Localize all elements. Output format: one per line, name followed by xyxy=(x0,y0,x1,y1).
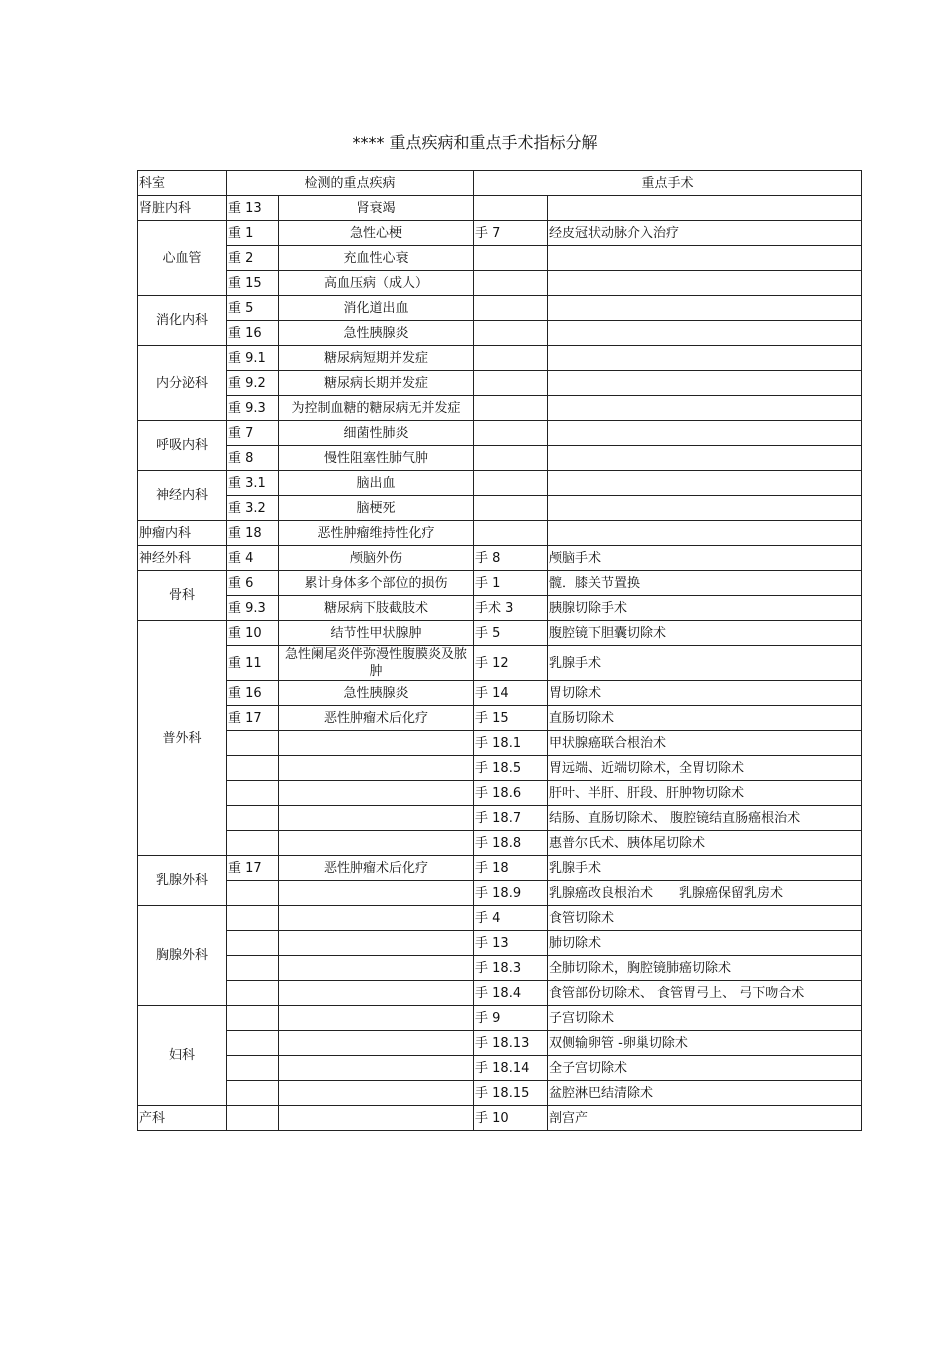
dept-cell: 骨科 xyxy=(138,571,227,621)
disease-code-cell xyxy=(227,781,279,806)
dept-cell: 妇科 xyxy=(138,1006,227,1106)
disease-name-cell: 急性胰腺炎 xyxy=(279,321,474,346)
disease-name-cell: 脑梗死 xyxy=(279,496,474,521)
disease-name-cell: 急性阑尾炎伴弥漫性腹膜炎及脓肿 xyxy=(279,646,474,681)
disease-name-cell: 恶性肿瘤维持性化疗 xyxy=(279,521,474,546)
dept-cell: 乳腺外科 xyxy=(138,856,227,906)
disease-name-cell: 糖尿病短期并发症 xyxy=(279,346,474,371)
table-row xyxy=(138,1006,862,1031)
disease-name-cell: 结节性甲状腺肿 xyxy=(279,621,474,646)
table-row xyxy=(138,396,862,421)
table-row xyxy=(138,1031,862,1056)
disease-code-cell xyxy=(227,1106,279,1131)
surgery-code-cell: 手 1 xyxy=(474,571,548,596)
surgery-name-cell: 剖宫产 xyxy=(548,1106,862,1131)
surgery-name-cell: 直肠切除术 xyxy=(548,706,862,731)
surgery-name-cell: 双侧输卵管 -卵巢切除术 xyxy=(548,1031,862,1056)
table-row xyxy=(138,1056,862,1081)
surgery-code-cell: 手 18.9 xyxy=(474,881,548,906)
table-row xyxy=(138,856,862,881)
surgery-name-cell xyxy=(548,421,862,446)
dept-cell: 肿瘤内科 xyxy=(138,521,227,546)
surgery-name-cell: 腹腔镜下胆囊切除术 xyxy=(548,621,862,646)
disease-name-cell xyxy=(279,756,474,781)
surgery-name-cell: 盆腔淋巴结清除术 xyxy=(548,1081,862,1106)
surgery-name-cell xyxy=(548,471,862,496)
disease-code-cell: 重 7 xyxy=(227,421,279,446)
surgery-code-cell: 手 18.5 xyxy=(474,756,548,781)
surgery-name-cell: 全肺切除术，胸腔镜肺癌切除术 xyxy=(548,956,862,981)
table-row xyxy=(138,496,862,521)
disease-code-cell xyxy=(227,806,279,831)
surgery-code-cell xyxy=(474,321,548,346)
disease-code-cell xyxy=(227,931,279,956)
surgery-code-cell: 手 18.6 xyxy=(474,781,548,806)
disease-code-cell: 重 2 xyxy=(227,246,279,271)
table-row xyxy=(138,246,862,271)
dept-cell: 胸腺外科 xyxy=(138,906,227,1006)
table-row xyxy=(138,1106,862,1131)
surgery-code-cell xyxy=(474,296,548,321)
disease-name-cell: 消化道出血 xyxy=(279,296,474,321)
surgery-name-cell: 结肠、直肠切除术、 腹腔镜结直肠癌根治术 xyxy=(548,806,862,831)
surgery-code-cell xyxy=(474,346,548,371)
disease-name-cell: 恶性肿瘤术后化疗 xyxy=(279,706,474,731)
surgery-name-cell: 肺切除术 xyxy=(548,931,862,956)
dept-cell: 神经内科 xyxy=(138,471,227,521)
surgery-name-cell xyxy=(548,296,862,321)
disease-name-cell xyxy=(279,1081,474,1106)
disease-name-cell xyxy=(279,906,474,931)
disease-name-cell xyxy=(279,881,474,906)
surgery-code-cell: 手 14 xyxy=(474,681,548,706)
disease-name-cell: 为控制血糖的糖尿病无并发症 xyxy=(279,396,474,421)
disease-code-cell: 重 6 xyxy=(227,571,279,596)
disease-code-cell: 重 4 xyxy=(227,546,279,571)
dept-cell: 内分泌科 xyxy=(138,346,227,421)
surgery-name-cell xyxy=(548,521,862,546)
table-row xyxy=(138,706,862,731)
table-row xyxy=(138,221,862,246)
surgery-name-cell: 肝叶、半肝、肝段、肝肿物切除术 xyxy=(548,781,862,806)
surgery-code-cell xyxy=(474,446,548,471)
disease-code-cell: 重 8 xyxy=(227,446,279,471)
surgery-name-cell: 胰腺切除手术 xyxy=(548,596,862,621)
disease-name-cell: 急性胰腺炎 xyxy=(279,681,474,706)
disease-code-cell xyxy=(227,956,279,981)
dept-cell: 肾脏内科 xyxy=(138,196,227,221)
surgery-code-cell: 手术 3 xyxy=(474,596,548,621)
table-row xyxy=(138,806,862,831)
disease-name-cell: 颅脑外伤 xyxy=(279,546,474,571)
disease-code-cell: 重 1 xyxy=(227,221,279,246)
dept-cell: 心血管 xyxy=(138,221,227,296)
disease-name-cell: 脑出血 xyxy=(279,471,474,496)
surgery-name-cell: 乳腺癌改良根治术 乳腺癌保留乳房术 xyxy=(548,881,862,906)
disease-code-cell: 重 10 xyxy=(227,621,279,646)
table-row xyxy=(138,881,862,906)
surgery-code-cell: 手 5 xyxy=(474,621,548,646)
table-row xyxy=(138,646,862,681)
disease-name-cell xyxy=(279,931,474,956)
disease-name-cell: 累计身体多个部位的损伤 xyxy=(279,571,474,596)
dept-cell: 消化内科 xyxy=(138,296,227,346)
surgery-code-cell: 手 18.14 xyxy=(474,1056,548,1081)
surgery-name-cell xyxy=(548,496,862,521)
header-dept: 科室 xyxy=(138,171,227,196)
disease-code-cell: 重 17 xyxy=(227,856,279,881)
disease-name-cell xyxy=(279,1031,474,1056)
disease-name-cell xyxy=(279,981,474,1006)
surgery-name-cell xyxy=(548,446,862,471)
table-row xyxy=(138,931,862,956)
table-row xyxy=(138,546,862,571)
surgery-name-cell: 髋．膝关节置换 xyxy=(548,571,862,596)
disease-code-cell: 重 16 xyxy=(227,321,279,346)
disease-name-cell: 糖尿病长期并发症 xyxy=(279,371,474,396)
disease-code-cell: 重 13 xyxy=(227,196,279,221)
disease-code-cell xyxy=(227,1006,279,1031)
indicator-table xyxy=(137,170,862,1131)
surgery-code-cell xyxy=(474,246,548,271)
surgery-name-cell: 食管部份切除术、 食管胃弓上、 弓下吻合术 xyxy=(548,981,862,1006)
table-row xyxy=(138,621,862,646)
table-row xyxy=(138,906,862,931)
disease-code-cell xyxy=(227,731,279,756)
disease-code-cell: 重 3.1 xyxy=(227,471,279,496)
surgery-code-cell: 手 4 xyxy=(474,906,548,931)
disease-code-cell xyxy=(227,756,279,781)
surgery-name-cell xyxy=(548,321,862,346)
table-row xyxy=(138,371,862,396)
surgery-name-cell: 全子宫切除术 xyxy=(548,1056,862,1081)
disease-code-cell: 重 5 xyxy=(227,296,279,321)
surgery-code-cell: 手 13 xyxy=(474,931,548,956)
disease-code-cell: 重 9.3 xyxy=(227,396,279,421)
surgery-name-cell xyxy=(548,346,862,371)
table-row xyxy=(138,731,862,756)
surgery-code-cell: 手 18.3 xyxy=(474,956,548,981)
disease-code-cell: 重 11 xyxy=(227,646,279,681)
disease-code-cell xyxy=(227,1056,279,1081)
disease-name-cell: 充血性心衰 xyxy=(279,246,474,271)
header-disease: 检测的重点疾病 xyxy=(227,171,474,196)
surgery-name-cell xyxy=(548,371,862,396)
surgery-code-cell xyxy=(474,496,548,521)
surgery-name-cell: 经皮冠状动脉介入治疗 xyxy=(548,221,862,246)
table-row xyxy=(138,571,862,596)
table-row xyxy=(138,471,862,496)
surgery-code-cell: 手 8 xyxy=(474,546,548,571)
surgery-name-cell: 甲状腺癌联合根治术 xyxy=(548,731,862,756)
surgery-code-cell: 手 18.13 xyxy=(474,1031,548,1056)
surgery-code-cell: 手 12 xyxy=(474,646,548,681)
surgery-code-cell: 手 10 xyxy=(474,1106,548,1131)
surgery-code-cell xyxy=(474,396,548,421)
disease-code-cell: 重 3.2 xyxy=(227,496,279,521)
surgery-name-cell: 乳腺手术 xyxy=(548,856,862,881)
surgery-name-cell: 子宫切除术 xyxy=(548,1006,862,1031)
disease-code-cell: 重 17 xyxy=(227,706,279,731)
surgery-name-cell: 颅脑手术 xyxy=(548,546,862,571)
disease-name-cell: 高血压病（成人） xyxy=(279,271,474,296)
table-row xyxy=(138,1081,862,1106)
table-row xyxy=(138,321,862,346)
table-row xyxy=(138,596,862,621)
table-row xyxy=(138,831,862,856)
header-row xyxy=(138,171,862,196)
surgery-code-cell: 手 18.1 xyxy=(474,731,548,756)
surgery-code-cell xyxy=(474,371,548,396)
table-row xyxy=(138,681,862,706)
table-row xyxy=(138,521,862,546)
surgery-name-cell: 乳腺手术 xyxy=(548,646,862,681)
disease-code-cell xyxy=(227,906,279,931)
table-row xyxy=(138,446,862,471)
surgery-name-cell xyxy=(548,246,862,271)
surgery-code-cell xyxy=(474,521,548,546)
surgery-name-cell xyxy=(548,196,862,221)
disease-code-cell xyxy=(227,1031,279,1056)
table-row xyxy=(138,346,862,371)
disease-code-cell: 重 9.3 xyxy=(227,596,279,621)
disease-code-cell xyxy=(227,981,279,1006)
surgery-code-cell xyxy=(474,271,548,296)
disease-code-cell: 重 18 xyxy=(227,521,279,546)
disease-code-cell: 重 15 xyxy=(227,271,279,296)
disease-name-cell: 细菌性肺炎 xyxy=(279,421,474,446)
disease-name-cell xyxy=(279,1106,474,1131)
surgery-code-cell: 手 18.15 xyxy=(474,1081,548,1106)
surgery-code-cell: 手 18.8 xyxy=(474,831,548,856)
table-row xyxy=(138,781,862,806)
surgery-code-cell: 手 15 xyxy=(474,706,548,731)
disease-name-cell xyxy=(279,731,474,756)
table-row xyxy=(138,981,862,1006)
disease-name-cell: 肾衰竭 xyxy=(279,196,474,221)
surgery-name-cell: 惠普尔氏术、胰体尾切除术 xyxy=(548,831,862,856)
disease-name-cell xyxy=(279,956,474,981)
surgery-code-cell: 手 9 xyxy=(474,1006,548,1031)
disease-code-cell xyxy=(227,831,279,856)
disease-name-cell: 急性心梗 xyxy=(279,221,474,246)
table-row xyxy=(138,756,862,781)
page-title: **** 重点疾病和重点手术指标分解 xyxy=(352,133,598,152)
disease-name-cell: 糖尿病下肢截肢术 xyxy=(279,596,474,621)
surgery-code-cell: 手 18.4 xyxy=(474,981,548,1006)
table-row xyxy=(138,271,862,296)
disease-code-cell: 重 9.1 xyxy=(227,346,279,371)
table-row xyxy=(138,956,862,981)
disease-name-cell xyxy=(279,1056,474,1081)
disease-name-cell xyxy=(279,806,474,831)
surgery-code-cell xyxy=(474,196,548,221)
surgery-name-cell xyxy=(548,396,862,421)
dept-cell: 神经外科 xyxy=(138,546,227,571)
surgery-code-cell: 手 18 xyxy=(474,856,548,881)
table-row xyxy=(138,196,862,221)
surgery-name-cell xyxy=(548,271,862,296)
disease-code-cell xyxy=(227,1081,279,1106)
disease-code-cell: 重 16 xyxy=(227,681,279,706)
surgery-name-cell: 食管切除术 xyxy=(548,906,862,931)
disease-name-cell xyxy=(279,831,474,856)
surgery-code-cell: 手 18.7 xyxy=(474,806,548,831)
surgery-name-cell: 胃切除术 xyxy=(548,681,862,706)
disease-code-cell xyxy=(227,881,279,906)
surgery-code-cell xyxy=(474,471,548,496)
dept-cell: 普外科 xyxy=(138,621,227,856)
table-row xyxy=(138,296,862,321)
disease-code-cell: 重 9.2 xyxy=(227,371,279,396)
header-surgery: 重点手术 xyxy=(474,171,862,196)
disease-name-cell: 恶性肿瘤术后化疗 xyxy=(279,856,474,881)
surgery-name-cell: 胃远端、近端切除术，全胃切除术 xyxy=(548,756,862,781)
disease-name-cell xyxy=(279,781,474,806)
table-row xyxy=(138,421,862,446)
surgery-code-cell xyxy=(474,421,548,446)
disease-name-cell xyxy=(279,1006,474,1031)
dept-cell: 产科 xyxy=(138,1106,227,1131)
disease-name-cell: 慢性阻塞性肺气肿 xyxy=(279,446,474,471)
table-body xyxy=(138,171,862,1131)
surgery-code-cell: 手 7 xyxy=(474,221,548,246)
dept-cell: 呼吸内科 xyxy=(138,421,227,471)
